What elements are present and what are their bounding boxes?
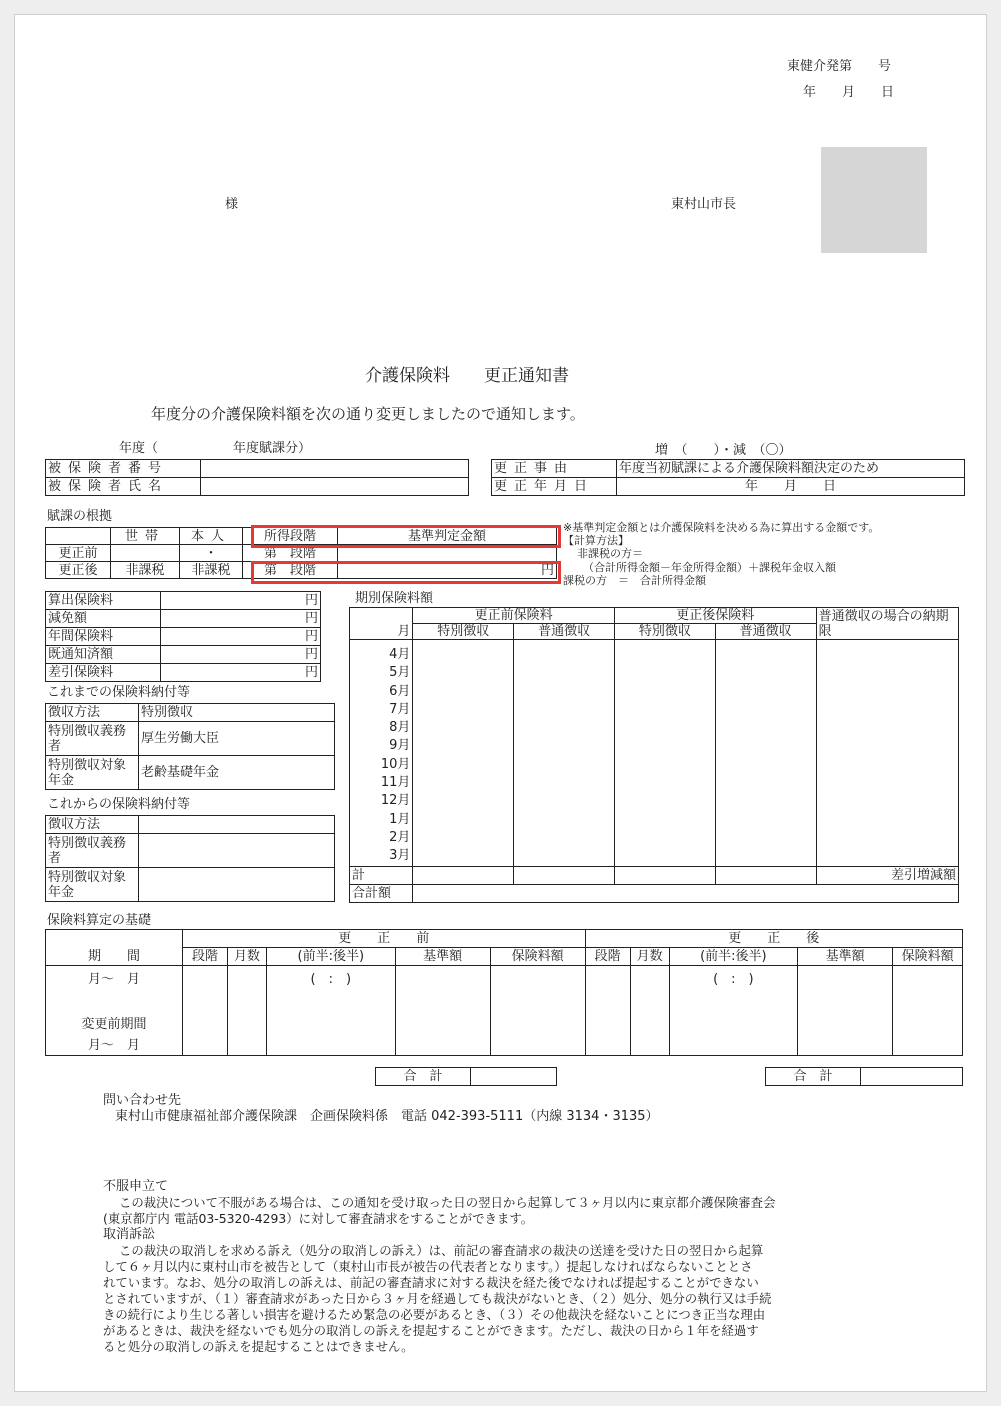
month-label: 12月 — [380, 793, 411, 809]
col-months: 月数 — [228, 948, 267, 966]
lawsuit-line: ると処分の取消しの訴えを提起することはできません。 — [103, 1339, 414, 1354]
lawsuit-line: して６ヶ月以内に東村山市を被告として（東村山市長が被告の代表者となります。）提起しなければならないこととさ — [103, 1259, 753, 1274]
contact-value: 東村山市健康福祉部介護保険課 企画保険料係 電話 042-393-5111（内線 3134・3135） — [115, 1109, 659, 1124]
redacted-seal — [821, 147, 927, 253]
month-label: 3月 — [389, 848, 411, 864]
insured-name-value — [201, 478, 469, 496]
col-calc-after: 更 正 後 — [585, 930, 962, 948]
calc-basis-table — [45, 929, 963, 1056]
prev-period-label: 変更前期間 — [81, 1017, 147, 1032]
after-honnin: 非課税 — [180, 562, 243, 579]
before-dot: ・ — [180, 545, 243, 562]
lawsuit-title: 取消訴訟 — [103, 1227, 156, 1242]
total-after — [765, 1067, 963, 1086]
col-honnin: 本人 — [180, 528, 243, 545]
after-stage: 第 段階 — [243, 562, 338, 579]
calc-note-1: ※基準判定金額とは介護保険料を決める為に算出する金額です。 — [563, 521, 880, 534]
future-method-label: 徴収方法 — [46, 816, 139, 834]
calc-note-5: 課税の方 ＝ 合計所得金額 — [563, 574, 706, 587]
insured-name-label: 被保険者氏名 — [46, 478, 201, 496]
past-obligor-label: 特別徴収義務者 — [46, 722, 139, 756]
month-label: 8月 — [389, 720, 411, 736]
col-half: (前半:後半) — [267, 948, 396, 966]
highlight-header — [251, 525, 561, 548]
month-label: 10月 — [380, 756, 411, 772]
amount-label: 減免額 — [46, 610, 161, 628]
total-before-label: 合 計 — [376, 1068, 471, 1086]
after-unit: 円 — [338, 562, 557, 579]
doc-number: 東健介発第 号 — [787, 59, 892, 74]
col-after-premium: 更正後保険料 — [614, 608, 816, 624]
highlight-after — [251, 561, 561, 584]
increase-decrease: 増 （ ）・減 （〇） — [655, 443, 792, 458]
amount-unit: 円 — [161, 610, 321, 628]
past-pension-value: 老齢基礎年金 — [139, 756, 335, 790]
amounts-table — [45, 591, 321, 682]
year-right: 年度賦課分） — [233, 441, 312, 456]
lawsuit-line: があるときは、裁決を経ないでも処分の取消しの訴えを提起することができます。ただし、裁決の日から１年を経過す — [103, 1323, 759, 1338]
notice-page — [14, 14, 987, 1392]
month-label: 4月 — [389, 647, 411, 662]
insured-table — [45, 459, 469, 496]
month-list — [350, 640, 413, 867]
before-label: 更正前 — [46, 545, 111, 562]
appeal-title: 不服申立て — [103, 1179, 169, 1194]
diff-label: 差引増減額 — [816, 866, 958, 884]
issue-date: 年 月 日 — [803, 85, 895, 100]
contact-label: 問い合わせ先 — [103, 1093, 182, 1108]
appeal-line: この裁決について不服がある場合は、この通知を受け取った日の翌日から起算して３ヶ月以内に東京都介護保険審査会 — [119, 1195, 776, 1210]
past-method-label: 徴収方法 — [46, 704, 139, 722]
reason-label: 更正事由 — [492, 460, 617, 478]
col-half: (前半:後半) — [669, 948, 798, 966]
period-table — [349, 607, 959, 903]
period-cell — [46, 966, 183, 1056]
amount-label: 既通知済額 — [46, 646, 161, 664]
col-special: 特別徴収 — [614, 624, 715, 640]
col-setai: 世帯 — [111, 528, 180, 545]
future-title: これからの保険料納付等 — [47, 797, 191, 812]
past-pension-label: 特別徴収対象年金 — [46, 756, 139, 790]
month-label: 6月 — [389, 683, 411, 699]
correction-date-label: 更正年月日 — [492, 478, 617, 496]
before-stage: 第 段階 — [243, 545, 338, 562]
past-obligor-value: 厚生労働大臣 — [139, 722, 335, 756]
basis-title: 賦課の根拠 — [47, 509, 113, 524]
amount-unit: 円 — [161, 664, 321, 682]
month-label: 11月 — [380, 775, 411, 791]
amount-unit: 円 — [161, 646, 321, 664]
col-normal: 普通徴収 — [715, 624, 816, 640]
calc-note-4: （合計所得金額－年金所得金額）＋課税年金収入額 — [583, 561, 836, 574]
lawsuit-line: きの続行により生じる著しい損害を避けるため緊急の必要があるとき、（３）その他裁決を経ないことにつき正当な理由 — [103, 1307, 766, 1322]
appeal-line: (東京都庁内 電話03-5320-4293）に対して審査請求をすることができます。 — [103, 1211, 534, 1226]
ratio-after: ( : ) — [669, 966, 798, 1056]
after-label: 更正後 — [46, 562, 111, 579]
month-label: 9月 — [389, 738, 411, 754]
addressee-suffix: 様 — [225, 197, 239, 212]
month-label: 7月 — [389, 701, 411, 717]
amount-unit: 円 — [161, 628, 321, 646]
col-month: 月 — [350, 624, 413, 640]
correction-date-value: 年 月 日 — [617, 478, 965, 496]
amount-label: 算出保険料 — [46, 592, 161, 610]
sum-row-label: 合計額 — [350, 884, 413, 902]
col-income-stage: 所得段階 — [243, 528, 338, 545]
total-row-label: 計 — [350, 866, 413, 884]
past-method-value: 特別徴収 — [139, 704, 335, 722]
total-after-label: 合 計 — [766, 1068, 861, 1086]
col-judgment-amount: 基準判定金額 — [338, 528, 557, 545]
past-table — [45, 703, 335, 790]
col-before-premium: 更正前保険料 — [413, 608, 615, 624]
amount-label: 差引保険料 — [46, 664, 161, 682]
period-title: 期別保険料額 — [355, 591, 434, 606]
amount-unit: 円 — [161, 592, 321, 610]
col-premium: 保険料額 — [893, 948, 963, 966]
lawsuit-line: とされていますが、（１）審査請求があった日から３ヶ月を経過しても裁決がないとき、（２）処分、処分の執行又は手続 — [103, 1291, 772, 1306]
calc-note-2: 【計算方法】 — [563, 534, 629, 547]
lawsuit-line: この裁決の取消しを求める訴え（処分の取消しの訴え）は、前記の審査請求の裁決の送達を受けた日の翌日から起算 — [119, 1243, 764, 1258]
col-base: 基準額 — [798, 948, 893, 966]
insured-number-value — [201, 460, 469, 478]
col-premium: 保険料額 — [490, 948, 585, 966]
document-title: 介護保険料 更正通知書 — [365, 366, 569, 386]
period-value: 月～ 月 — [87, 972, 140, 987]
reason-table — [491, 459, 965, 496]
issuer-name: 東村山市長 — [671, 197, 737, 212]
total-before — [375, 1067, 557, 1086]
col-calc-before: 更 正 前 — [183, 930, 586, 948]
future-pension-label: 特別徴収対象年金 — [46, 868, 139, 902]
calc-basis-title: 保険料算定の基礎 — [47, 913, 152, 928]
lawsuit-line: れています。なお、処分の取消しの訴えは、前記の審査請求に対する裁決を経た後でなければ提起することができない — [103, 1275, 759, 1290]
month-label: 1月 — [389, 811, 411, 827]
insured-number-label: 被保険者番号 — [46, 460, 201, 478]
col-months: 月数 — [630, 948, 669, 966]
col-stage: 段階 — [585, 948, 630, 966]
reason-value: 年度当初賦課による介護保険料額決定のため — [617, 460, 965, 478]
amount-label: 年間保険料 — [46, 628, 161, 646]
month-label: 5月 — [389, 665, 411, 681]
col-special: 特別徴収 — [413, 624, 514, 640]
past-title: これまでの保険料納付等 — [47, 685, 191, 700]
intro-text: 年度分の介護保険料額を次の通り変更しましたので通知します。 — [151, 405, 585, 423]
after-setai: 非課税 — [111, 562, 180, 579]
col-stage: 段階 — [183, 948, 228, 966]
year-left: 年度（ — [119, 441, 159, 456]
future-table — [45, 815, 335, 902]
month-label: 2月 — [389, 829, 411, 845]
future-obligor-label: 特別徴収義務者 — [46, 834, 139, 868]
calc-note-3: 非課税の方＝ — [577, 547, 643, 560]
ratio-before: ( : ) — [267, 966, 396, 1056]
prev-period-value: 月～ 月 — [87, 1038, 140, 1053]
col-period: 期 間 — [46, 948, 183, 966]
col-base: 基準額 — [395, 948, 490, 966]
col-normal-deadline: 普通徴収の場合の納期限 — [816, 608, 958, 640]
col-normal: 普通徴収 — [514, 624, 615, 640]
